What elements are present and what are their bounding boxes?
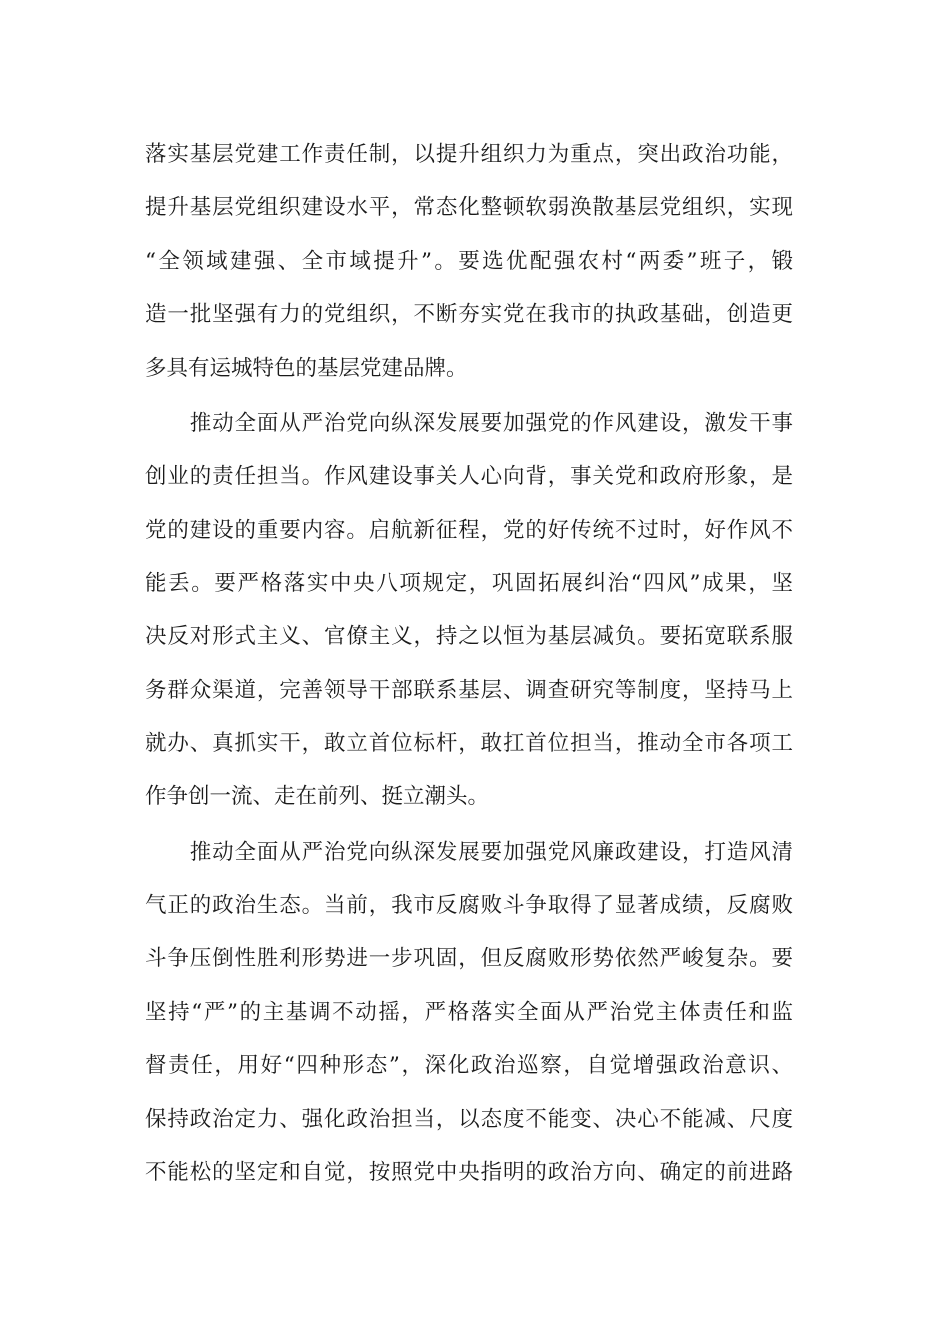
text-line: 就办、真抓实干，敢立首位标杆，敢扛首位担当，推动全市各项工 <box>145 731 793 757</box>
text-line: 能丢。要严格落实中央八项规定，巩固拓展纠治“四风”成果，坚 <box>145 570 793 596</box>
paragraph-2 <box>145 397 793 824</box>
text-line: 党的建设的重要内容。启航新征程，党的好传统不过时，好作风不 <box>145 517 793 543</box>
text-line: 推动全面从严治党向纵深发展要加强党风廉政建设，打造风清 <box>145 839 793 865</box>
text-line: 督责任，用好“四种形态”，深化政治巡察，自觉增强政治意识、 <box>145 1053 793 1079</box>
document-body <box>145 128 793 1199</box>
text-line: 决反对形式主义、官僚主义，持之以恒为基层减负。要拓宽联系服 <box>145 624 793 650</box>
text-line: 坚持“严”的主基调不动摇，严格落实全面从严治党主体责任和监 <box>145 999 793 1025</box>
paragraph-3 <box>145 826 793 1200</box>
text-line: 气正的政治生态。当前，我市反腐败斗争取得了显著成绩，反腐败 <box>145 893 793 919</box>
text-line: 创业的责任担当。作风建设事关人心向背，事关党和政府形象，是 <box>145 464 793 490</box>
text-line: “全领域建强、全市域提升”。要选优配强农村“两委”班子，锻 <box>145 248 793 274</box>
text-line: 多具有运城特色的基层党建品牌。 <box>145 355 468 381</box>
text-line: 作争创一流、走在前列、挺立潮头。 <box>145 784 490 810</box>
text-line: 推动全面从严治党向纵深发展要加强党的作风建设，激发干事 <box>145 410 793 436</box>
text-line: 不能松的坚定和自觉，按照党中央指明的政治方向、确定的前进路 <box>145 1160 793 1186</box>
text-line: 保持政治定力、强化政治担当，以态度不能变、决心不能减、尺度 <box>145 1106 793 1132</box>
text-line: 提升基层党组织建设水平，常态化整顿软弱涣散基层党组织，实现 <box>145 195 793 221</box>
text-line: 务群众渠道，完善领导干部联系基层、调查研究等制度，坚持马上 <box>145 677 793 703</box>
text-line: 落实基层党建工作责任制，以提升组织力为重点，突出政治功能， <box>145 142 793 167</box>
text-line: 斗争压倒性胜利形势进一步巩固，但反腐败形势依然严峻复杂。要 <box>145 946 793 972</box>
text-line: 造一批坚强有力的党组织，不断夯实党在我市的执政基础，创造更 <box>145 302 793 328</box>
paragraph-1 <box>145 128 793 395</box>
